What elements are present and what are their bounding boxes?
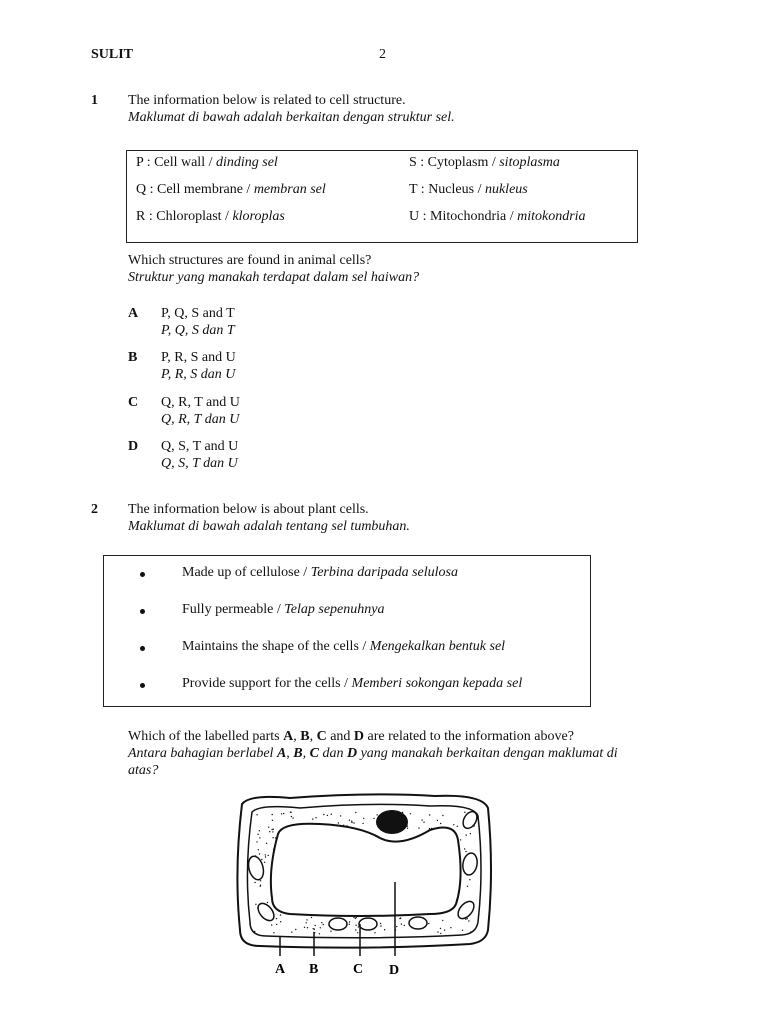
cytoplasm-dot [353,822,354,823]
cytoplasm-dot [314,929,315,930]
q1-stem [128,92,455,126]
cytoplasm-dot [423,822,424,823]
q2-stem [128,501,410,535]
cytoplasm-dot [464,812,465,813]
cytoplasm-dot [401,923,402,924]
cytoplasm-dot [323,924,324,925]
cytoplasm-dot [304,927,305,928]
q2-bullet-1: Made up of cellulose / Terbina daripada selulosa [182,565,458,580]
q1-question [128,252,419,286]
cytoplasm-dot [283,813,284,814]
diagram-label-a: A [275,962,286,977]
cytoplasm-dot [276,918,277,919]
cytoplasm-dot [349,921,350,922]
cytoplasm-dot [291,932,292,933]
cytoplasm-dot [357,932,358,933]
cytoplasm-dot [306,922,307,923]
q1-number: 1 [91,93,98,108]
cytoplasm-dot [327,815,328,816]
q2-bullet-2: Fully permeable / Telap sepenuhnya [182,602,385,617]
cytoplasm-dot [349,820,350,821]
cytoplasm-dot [428,923,429,924]
cytoplasm-dot [440,933,441,934]
q2-bullet-3: Maintains the shape of the cells / Mengekalkan bentuk sel [182,639,506,654]
q1-structure-box [126,150,638,243]
cytoplasm-dot [460,839,461,840]
cytoplasm-dot [271,829,272,830]
cytoplasm-dot [469,879,470,880]
cytoplasm-dot [467,886,468,887]
cytoplasm-dot [256,841,257,842]
cytoplasm-dot [396,926,397,927]
cytoplasm-dot [254,882,255,883]
cytoplasm-dot [268,827,269,828]
plant-cell-diagram [230,790,500,990]
cytoplasm-dot [355,929,356,930]
cytoplasm-dot [470,833,471,834]
cytoplasm-dot [457,826,458,827]
cytoplasm-dot [349,924,350,925]
q1-box-t: T : Nucleus / nukleus [409,182,528,197]
option-letter: C [128,395,139,410]
cytoplasm-dot [356,917,357,918]
cytoplasm-dot [453,824,454,825]
cytoplasm-dot [307,927,308,928]
cytoplasm-dot [464,848,465,849]
q2-number: 2 [91,502,98,517]
cytoplasm-dot [321,922,322,923]
cytoplasm-dot [254,931,255,932]
bullet-icon [140,683,145,688]
cytoplasm-dot [273,932,274,933]
cytoplasm-dot [269,831,270,832]
chloroplast [455,898,477,921]
vacuole [271,824,461,916]
header-sulit: SULIT [91,47,134,62]
diagram-label-d: D [389,963,400,978]
bullet-icon [140,609,145,614]
cytoplasm-dot [280,914,281,915]
cytoplasm-dot [265,854,266,855]
cytoplasm-dot [444,929,445,930]
option-letter: B [128,350,138,365]
cytoplasm-dot [340,815,341,816]
q2-question-ms: Antara bahagian berlabel A, B, C dan D yang manakah berkaitan dengan maklumat di [128,746,618,761]
q1-stem-en: The information below is related to cell structure. [128,93,406,108]
cytoplasm-dot [272,831,273,832]
bullet-icon [140,646,145,651]
cytoplasm-dot [259,837,260,838]
cytoplasm-dot [315,925,316,926]
cytoplasm-dot [470,931,471,932]
cytoplasm-dot [355,812,356,813]
cytoplasm-dot [259,853,260,854]
option-letter: A [128,306,139,321]
cytoplasm-dot [295,929,296,930]
cytoplasm-dot [306,919,307,920]
cytoplasm-dot [384,929,385,930]
q1-question-en: Which structures are found in animal cells? [128,253,372,268]
q2-stem-ms: Maklumat di bawah adalah tentang sel tumbuhan. [128,519,410,534]
cytoplasm-dot [280,921,281,922]
cytoplasm-dot [376,814,377,815]
q1-box-r: R : Chloroplast / kloroplas [136,209,285,224]
cytoplasm-dot [315,817,316,818]
q2-question [128,728,618,779]
cytoplasm-dot [374,932,375,933]
bullet-icon [140,572,145,577]
cytoplasm-dot [465,851,466,852]
q1-question-ms: Struktur yang manakah terdapat dalam sel haiwan? [128,270,420,285]
q2-stem-en: The information below is about plant cells. [128,502,369,517]
option-letter: D [128,439,139,454]
chloroplast [461,852,479,876]
cytoplasm-dot [260,886,261,887]
cytoplasm-dot [450,927,451,928]
cytoplasm-dot [462,930,463,931]
cytoplasm-dot [351,821,352,822]
cytoplasm-dot [313,928,314,929]
chloroplast [409,917,427,929]
cytoplasm-dot [330,931,331,932]
cytoplasm-dot [271,924,272,925]
cytoplasm-dot [410,813,411,814]
cytoplasm-dot [418,827,419,828]
q2-question-en: Which of the labelled parts A, B, C and D are related to the information above? [128,729,574,744]
cytoplasm-dot [290,812,291,813]
cytoplasm-dot [259,830,260,831]
cytoplasm-dot [442,815,443,816]
cytoplasm-dot [437,820,438,821]
cytoplasm-dot [292,817,293,818]
cytoplasm-dot [268,855,269,856]
cytoplasm-dot [407,828,408,829]
cytoplasm-dot [358,926,359,927]
cytoplasm-dot [312,818,313,819]
cytoplasm-dot [363,818,364,819]
cytoplasm-dot [264,862,265,863]
cytoplasm-dot [373,818,374,819]
cytoplasm-dot [265,856,266,857]
cytoplasm-dot [257,834,258,835]
cytoplasm-dot [351,822,352,823]
q2-bullet-4: Provide support for the cells / Memberi sokongan kepada sel [182,676,523,691]
cytoplasm-dot [256,814,257,815]
cytoplasm-dot [429,814,430,815]
cytoplasm-dot [260,880,261,881]
cytoplasm-dot [261,859,262,860]
cytoplasm-dot [468,920,469,921]
cytoplasm-dot [272,814,273,815]
cytoplasm-dot [323,814,324,815]
cytoplasm-dot [276,924,277,925]
q1-box-p: P : Cell wall / dinding sel [136,155,278,170]
cytoplasm-dot [320,927,321,928]
cytoplasm-dot [338,822,339,823]
cytoplasm-dot [267,902,268,903]
cytoplasm-dot [421,819,422,820]
cytoplasm-dot [399,918,400,919]
cytoplasm-dot [273,829,274,830]
cytoplasm-dot [440,823,441,824]
cytoplasm-dot [355,925,356,926]
cytoplasm-dot [272,837,273,838]
q1-box-s: S : Cytoplasm / sitoplasma [409,155,560,170]
cytoplasm-dot [255,904,256,905]
page-number: 2 [379,47,386,62]
cytoplasm-dot [266,843,267,844]
cytoplasm-dot [467,918,468,919]
cytoplasm-dot [331,814,332,815]
cytoplasm-dot [362,823,363,824]
cytoplasm-dot [437,931,438,932]
cytoplasm-dot [258,849,259,850]
cytoplasm-dot [466,834,467,835]
chloroplast [460,809,479,831]
cytoplasm-dot [442,920,443,921]
cytoplasm-dot [380,923,381,924]
nucleus [376,810,408,834]
chloroplast [329,918,347,930]
diagram-label-b: B [309,962,319,977]
chloroplast [246,855,266,882]
cytoplasm-dot [281,813,282,814]
q1-box-q: Q : Cell membrane / membran sel [136,182,326,197]
cytoplasm-dot [272,820,273,821]
cytoplasm-dot [311,917,312,918]
q1-box-u: U : Mitochondria / mitokondria [409,209,586,224]
cytoplasm-dot [380,925,381,926]
chloroplast [359,918,377,930]
q1-stem-ms: Maklumat di bawah adalah berkaitan dengan struktur sel. [128,110,455,125]
diagram-label-c: C [353,962,364,977]
cytoplasm-dot [440,928,441,929]
cytoplasm-dot [291,816,292,817]
cytoplasm-dot [319,933,320,934]
q2-info-box [103,555,591,707]
q2-question-ms-line2: atas? [128,763,159,778]
cytoplasm-dot [404,925,405,926]
